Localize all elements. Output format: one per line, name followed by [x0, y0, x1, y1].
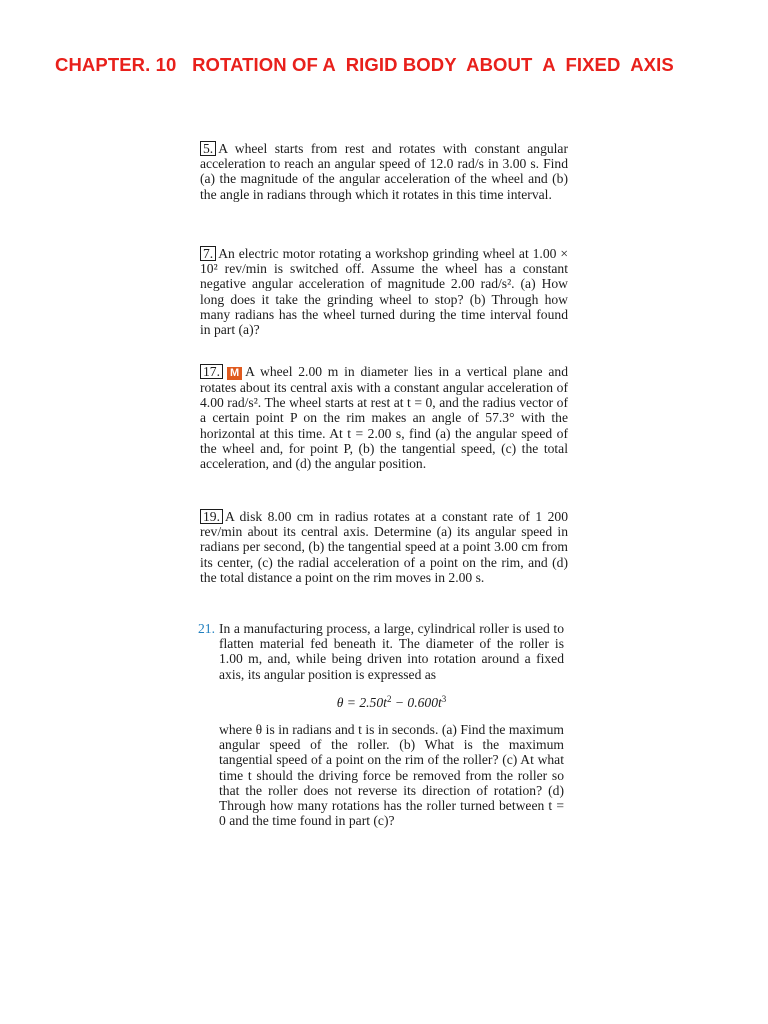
- problem-text: In a manufacturing process, a large, cylindrical roller is used to flatten material fed beneath it. The diameter of the roller is 1.00 m, and, while being driven into rotation around a fixed axis, its angular position is expressed as: [219, 621, 564, 682]
- problem-number: 19.: [200, 509, 223, 524]
- problem-text: A wheel starts from rest and rotates with constant angular acceleration to reach an angular speed of 12.0 rad/s in 3.00 s. Find (a) the magnitude of the angular acceleration of the wheel and (b) the angle in radians through which it rotates in this time interval.: [200, 141, 568, 202]
- problem-number: 17.: [200, 364, 223, 379]
- equation-exponent: 2: [386, 693, 392, 704]
- problem-5: [200, 141, 568, 202]
- equation: [219, 692, 564, 710]
- problem-17: [200, 364, 568, 471]
- equation-exponent: 3: [441, 693, 447, 704]
- problem-number: 7.: [200, 246, 216, 261]
- problem-19: [200, 509, 568, 585]
- media-badge-icon: M: [227, 367, 242, 380]
- chapter-heading: CHAPTER. 10 ROTATION OF A RIGID BODY ABOUT A FIXED AXIS: [55, 54, 674, 75]
- problem-21: [198, 621, 564, 829]
- problem-number: 21.: [198, 621, 215, 636]
- equation-term: − 0.600t: [391, 694, 442, 710]
- problem-text: A wheel 2.00 m in diameter lies in a vertical plane and rotates about its central axis with a constant angular acceleration of 4.00 rad/s². The wheel starts at rest at t = 0, and the radius vector of a certain point P on the rim makes an angle of 57.3° with the horizontal at this time. At t = 2.00 s, find (a) the angular speed of the wheel and, for point P, (b) the tangential speed, (c) the total acceleration, and (d) the angular position.: [200, 364, 568, 472]
- problem-text-continued: where θ is in radians and t is in seconds. (a) Find the maximum angular speed of the roller. (b) What is the maximum tangential speed of a point on the rim of the roller? (c) At what time t should the driving force be removed from the roller so that the roller does not reverse its direction of rotation? (d) Through how many rotations has the roller turned between t = 0 and the time found in part (c)?: [219, 722, 564, 829]
- problem-text: An electric motor rotating a workshop grinding wheel at 1.00 × 10² rev/min is switched off. Assume the wheel has a constant negative angular acceleration of magnitude 2.00 rad/s². (a) How long does it take the grinding wheel to stop? (b) Through how many radians has the wheel turned during the time interval found in part (a)?: [200, 246, 568, 338]
- problem-7: [200, 246, 568, 337]
- problem-text: A disk 8.00 cm in radius rotates at a constant rate of 1 200 rev/min about its central axis. Determine (a) its angular speed in radians per second, (b) the tangential speed at a point 3.00 cm from its center, (c) the radial acceleration of a point on the rim, and (d) the total distance a point on the rim moves in 2.00 s.: [200, 509, 568, 585]
- problem-number: 5.: [200, 141, 216, 156]
- equation-term: θ = 2.50t: [336, 694, 387, 710]
